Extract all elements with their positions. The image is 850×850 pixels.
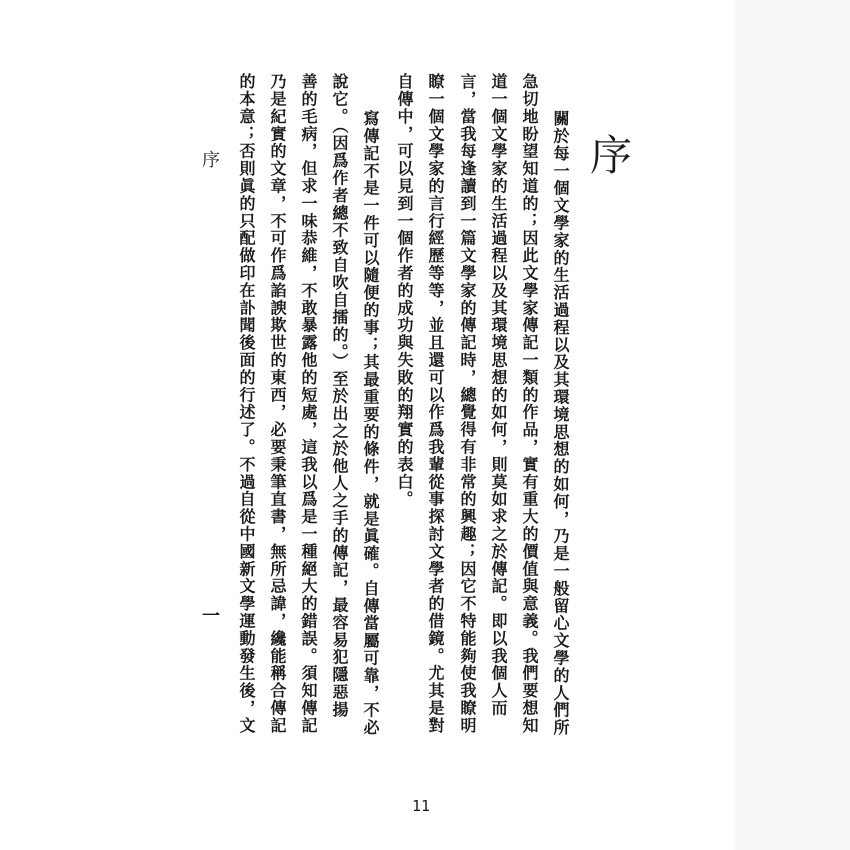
text-column-10: 乃是紀實的文章，不可作爲諂諛欺世的東西，必要秉筆直書，無所忌諱，纔能稱合傳記	[268, 73, 287, 735]
text-column-7: 寫傳記不是一件可以隨便的事；其最重要的條件，就是眞確。自傳當屬可靠，不必	[361, 110, 380, 737]
text-column-9: 善的毛病，但求一味恭維，不敢暴露他的短處，這我以爲是一種絕大的錯誤。須知傳記	[299, 73, 318, 735]
chapter-title: 序	[590, 131, 633, 180]
page-edge-shadow	[735, 0, 850, 850]
text-column-6: 自傳中，可以見到一個作者的成功與失敗的翔實的表白。	[395, 73, 414, 508]
text-column-11: 的本意；否則眞的只配做印在訃聞後面的行述了。不過自從中國新文學運動發生後，文	[237, 73, 256, 735]
text-column-8: 說它。（因爲作者總不致自吹自擂的。）至於出之於他人之手的傳記，最容易犯隱惡揚	[330, 73, 349, 719]
text-column-2: 急切地盼望知道的；因此文學家傳記一類的作品，實有重大的價值與意義。我們要想知	[520, 73, 539, 735]
text-column-5: 瞭一個文學家的言行經歷等等，並且還可以作爲我輩從事探討文學者的借鏡。尤其是對	[426, 73, 445, 735]
text-column-4: 言，當我每逢讀到一篇文學家的傳記時，總覺得有非常的興趣；因它不特能夠使我瞭明	[458, 73, 477, 735]
text-column-3: 道一個文學家的生活過程以及其環境思想的如何，則莫如求之於傳記。即以我個人而	[489, 73, 508, 717]
folio-chinese: 一	[199, 606, 220, 624]
running-head: 序	[199, 150, 220, 168]
page-number: 11	[412, 797, 431, 815]
text-column-1: 關於每一個文學家的生活過程以及其環境思想的如何，乃是一般留心文學的人們所	[551, 110, 570, 737]
